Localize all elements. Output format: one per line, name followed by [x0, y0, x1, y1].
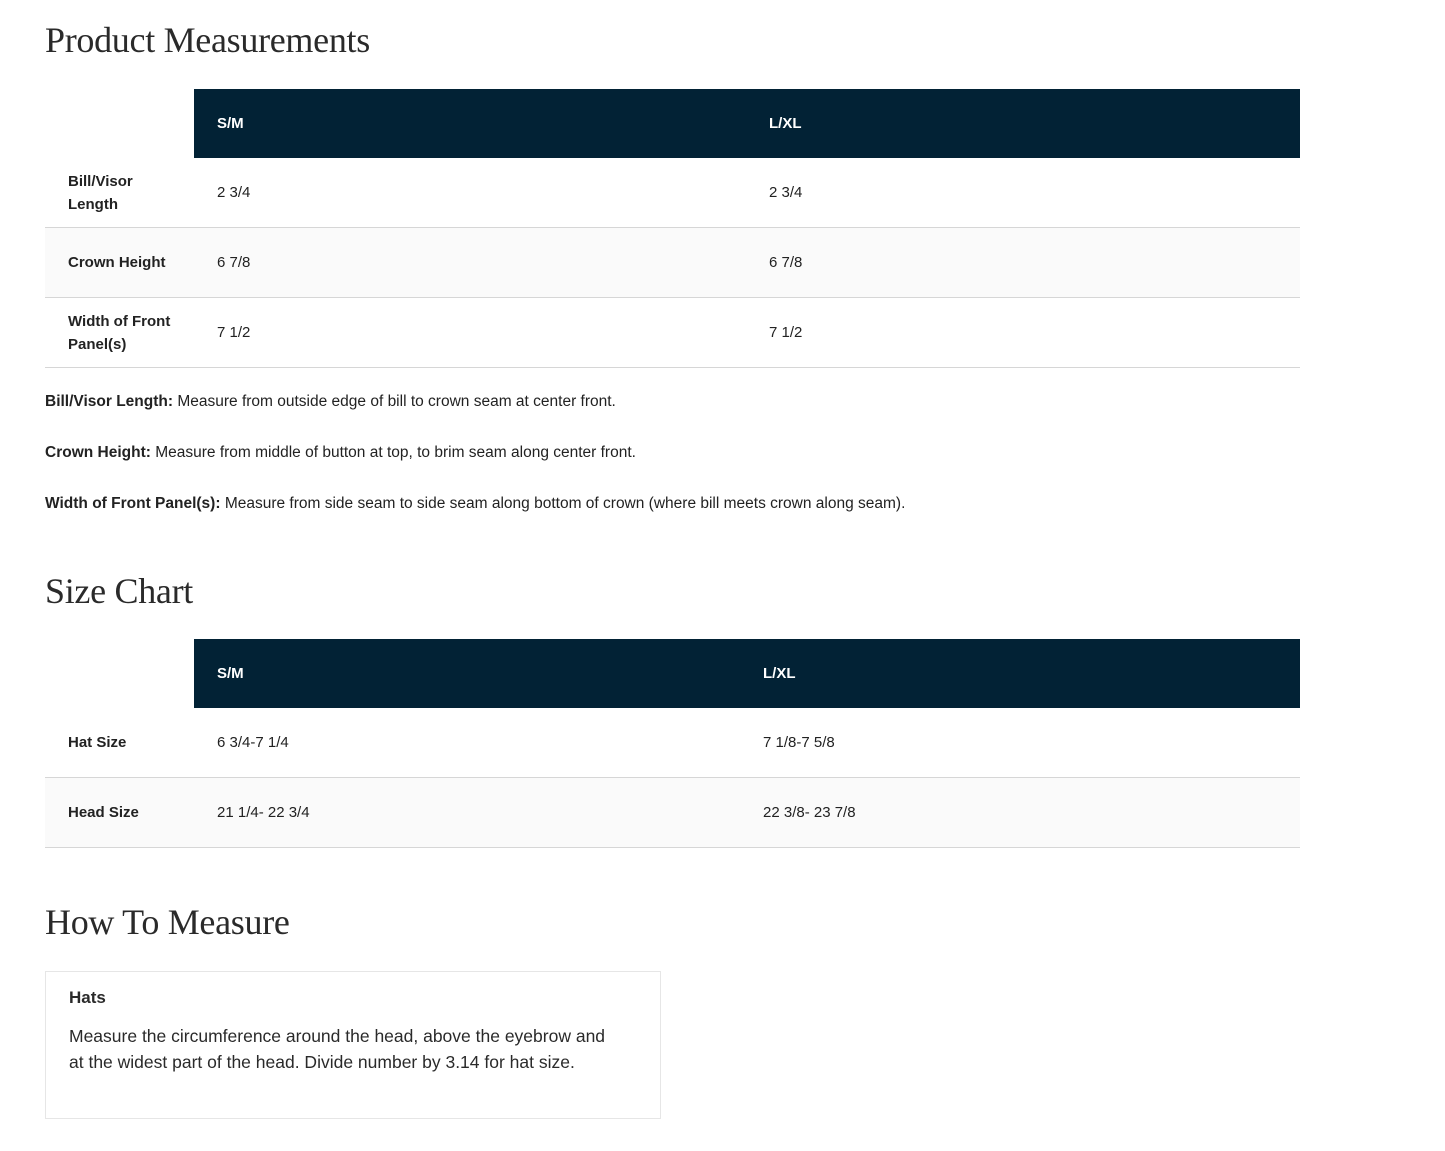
header-corner-cell	[45, 639, 194, 708]
row-label: Width of Front Panel(s)	[45, 298, 194, 368]
row-label: Hat Size	[45, 708, 194, 778]
card-heading: Hats	[69, 988, 106, 1007]
header-size-sm: S/M	[194, 639, 740, 708]
table-row	[45, 778, 1300, 848]
size-chart-title: Size Chart	[45, 571, 193, 611]
header-size-lxl: L/XL	[740, 639, 1300, 708]
definition-term: Width of Front Panel(s):	[45, 495, 221, 512]
product-measurements-title: Product Measurements	[45, 20, 370, 60]
definition-text: Measure from middle of button at top, to brim seam along center front.	[150, 444, 636, 461]
table-cell: 6 7/8	[194, 228, 746, 298]
table-cell: 6 7/8	[746, 228, 1300, 298]
table-row	[45, 228, 1300, 298]
definition-text: Measure from outside edge of bill to crown seam at center front.	[173, 393, 616, 410]
table-cell: 21 1/4- 22 3/4	[194, 778, 740, 848]
table-row	[45, 298, 1300, 368]
definition-term: Crown Height:	[45, 444, 151, 461]
table-header-row	[45, 639, 1300, 708]
card-text: Measure the circumference around the head, above the eyebrow and at the widest part of the head. Divide number by 3.14 for hat size.	[69, 1026, 606, 1072]
hats-measure-card	[45, 971, 661, 1119]
definition-item	[45, 493, 905, 515]
table-cell: 2 3/4	[194, 158, 746, 228]
table-cell: 7 1/8-7 5/8	[740, 708, 1300, 778]
measurement-definitions	[45, 391, 905, 544]
table-row	[45, 158, 1300, 228]
row-label: Head Size	[45, 778, 194, 848]
definition-item	[45, 442, 905, 464]
definition-term: Bill/Visor Length:	[45, 393, 174, 410]
size-chart-table	[45, 639, 1300, 848]
row-label: Bill/Visor Length	[45, 158, 194, 228]
table-row	[45, 708, 1300, 778]
product-measurements-table	[45, 89, 1300, 368]
table-cell: 7 1/2	[194, 298, 746, 368]
header-size-sm: S/M	[194, 89, 746, 158]
table-cell: 22 3/8- 23 7/8	[740, 778, 1300, 848]
table-header-row	[45, 89, 1300, 158]
how-to-measure-title: How To Measure	[45, 902, 290, 942]
table-cell: 2 3/4	[746, 158, 1300, 228]
table-cell: 6 3/4-7 1/4	[194, 708, 740, 778]
table-cell: 7 1/2	[746, 298, 1300, 368]
definition-text: Measure from side seam to side seam along bottom of crown (where bill meets crown along seam).	[220, 495, 906, 512]
header-size-lxl: L/XL	[746, 89, 1300, 158]
row-label: Crown Height	[45, 228, 194, 298]
definition-item	[45, 391, 905, 413]
header-corner-cell	[45, 89, 194, 158]
